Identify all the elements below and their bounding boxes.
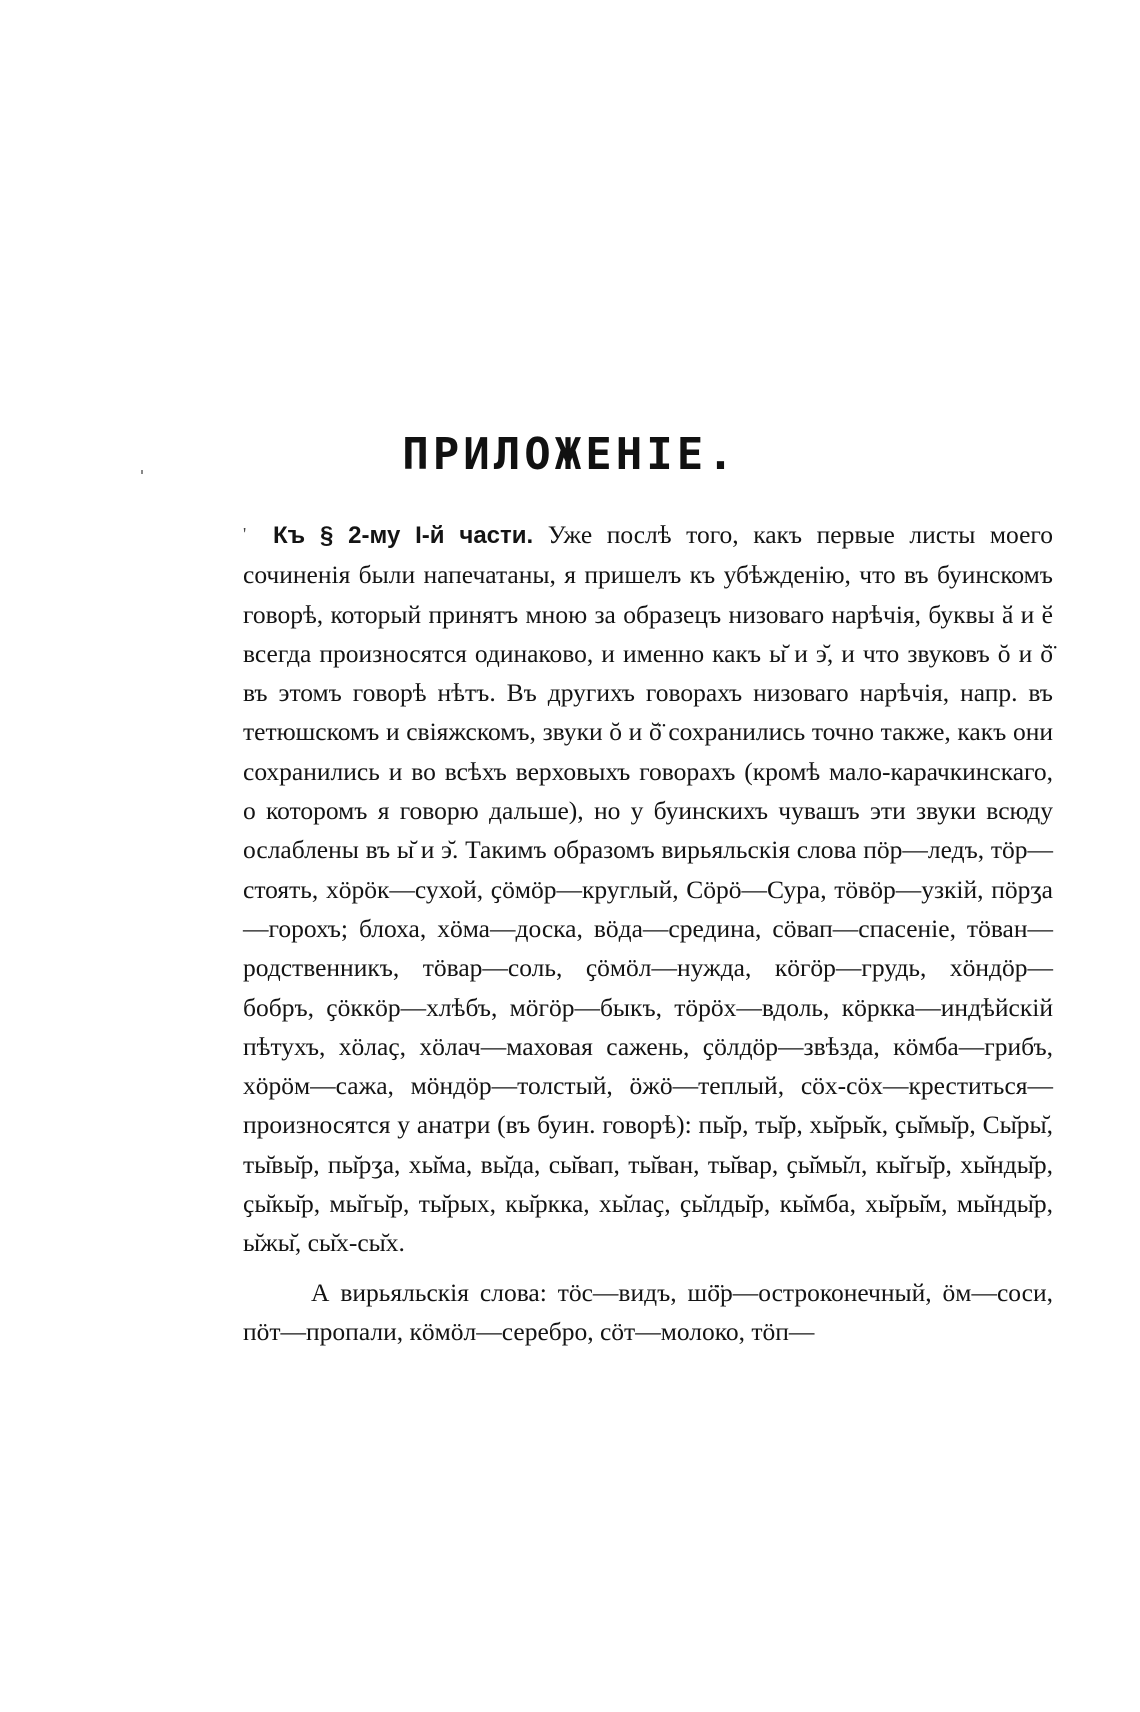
paragraph-2: [243, 1273, 1053, 1352]
page-title: ПРИЛОЖЕНІЕ.: [402, 429, 738, 481]
paragraph-1-text: Уже послѣ того, какъ первые листы моего сочиненія были напечатаны, я пришелъ къ убѣжденію, что въ буинскомъ говорѣ, который принятъ мною за образецъ низоваго нарѣчія, буквы ӑ и ӗ всегда произносятся одинаково, и именно какъ ы̆ и э̆, и что звуковъ ŏ и ŏ̈ въ этомъ говорѣ нѣтъ. Въ другихъ говорахъ низоваго нарѣчія, напр. въ тетюшскомъ и свіяжскомъ, звуки ŏ и ŏ̈ сохранились точно также, какъ они сохранились и во всѣхъ верховыхъ говорахъ (кромѣ мало-карачкинскаго, о которомъ я говорю дальше), но у буинскихъ чувашъ эти звуки всюду ослаблены въ ы̆ и э̆. Такимъ образомъ вирьяльскія слова пӧр—ледъ, тӧр—стоять, хӧрӧк—сухой, ҫӧмӧр—круглый, Сӧрӧ—Сура, тӧвӧр—узкій, пӧрӡа—горохъ; блоха, хӧма—доска, вӧда—средина, сӧвап—спасеніе, тӧван—родственникъ, тӧвар—соль, ҫӧмӧл—нужда, кӧгӧр—грудь, хӧндӧр—бобръ, ҫӧккӧр—хлѣбъ, мӧгӧр—быкъ, тӧрӧх—вдоль, кӧркка—индѣйскій пѣтухъ, хӧлаҫ, хӧлач—маховая сажень, ҫӧлдӧр—звѣзда, кӧмба—грибъ, хӧрӧм—сажа, мӧндӧр—толстый, ӧжӧ—теплый, сӧх-сӧх—креститься—произносятся у анатри (въ буин. говорѣ): пы̆р, ты̆р, хы̆ры̆к, ҫы̆мы̆р, Сы̆ры̆, ты̆вы̆р, пы̆рӡа, хы̆ма, вы̆да, сы̆вап, ты̆ван, ты̆вар, ҫы̆мы̆л, кы̆гы̆р, хы̆нды̆р, ҫы̆кы̆р, мы̆гы̆р, ты̆рых, кы̆ркка, хы̆лаҫ, ҫы̆лды̆р, кы̆мба, хы̆ры̆м, мы̆нды̆р, ы̆жы̆, сы̆х-сы̆х.: [243, 520, 1053, 1258]
paragraph-2-text: А вирьяльскія слова: тӧс—видъ, шӧ̈р—остроконечный, ӧм—соси, пӧт—пропали, кӧмӧл—серебро, сӧт—молоко, тӧп—: [243, 1277, 1053, 1346]
paragraph-1: [243, 515, 1053, 1263]
body-text: [243, 515, 1053, 1351]
lead-mark: ': [243, 524, 247, 544]
section-heading: Къ § 2-му І-й части.: [273, 522, 534, 549]
